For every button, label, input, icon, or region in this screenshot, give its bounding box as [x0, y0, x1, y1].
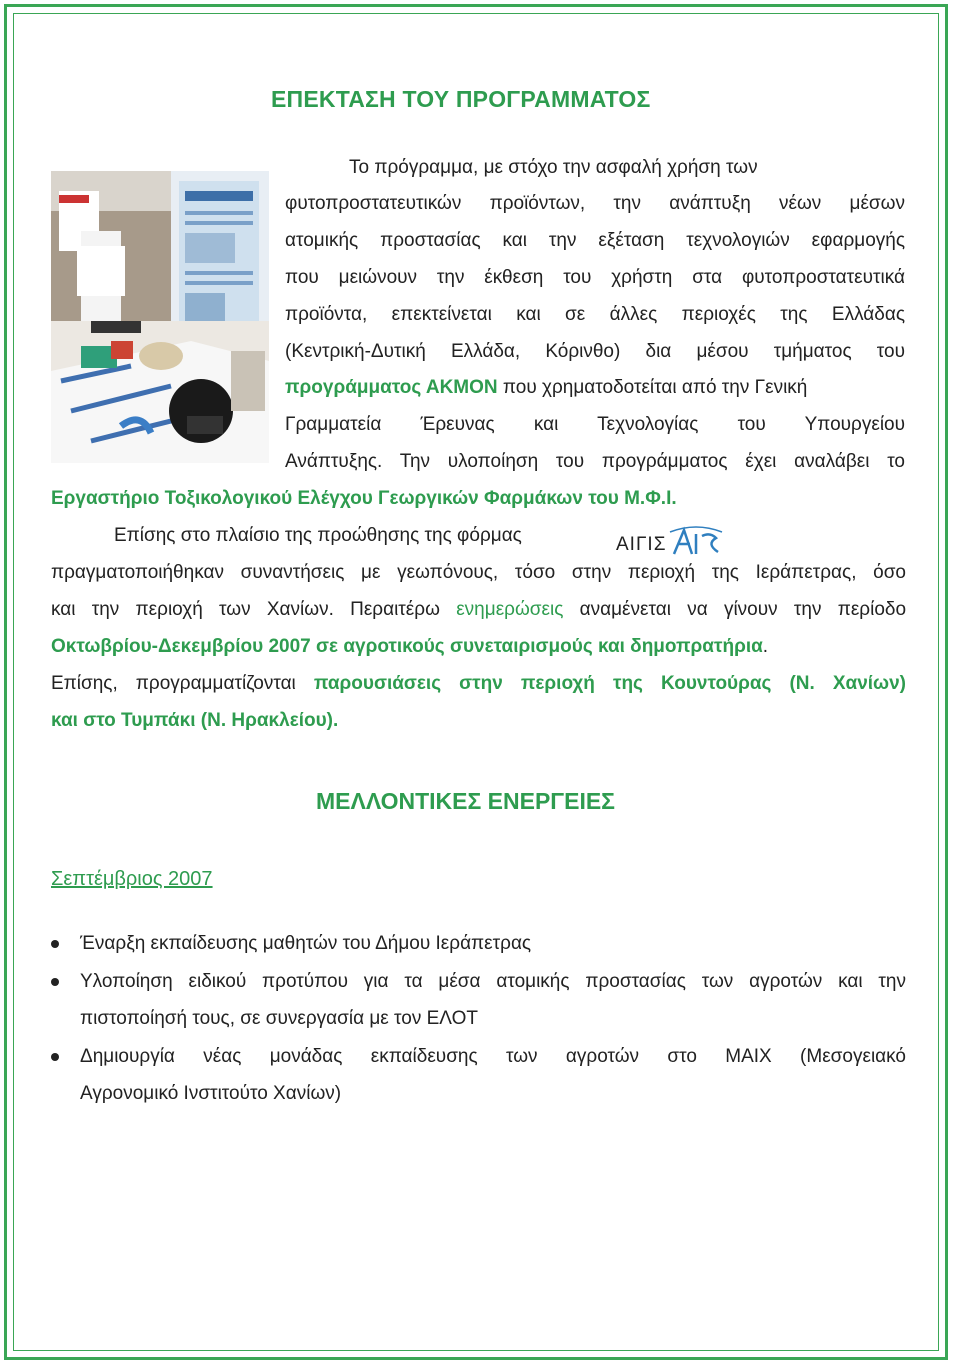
- p2-line-4: [51, 635, 911, 659]
- bullet-item-3-line-1: Δημιουργία νέας μονάδας εκπαίδευσης των αγροτών στο ΜΑΙΧ (Μεσογειακό: [80, 1046, 906, 1067]
- bullet-item-2-line-2: πιστοποίησή τους, σε συνεργασία με τον ΕΛΟΤ: [80, 1008, 478, 1029]
- period-highlight: Οκτωβρίου-Δεκεμβρίου 2007 σε αγροτικούς συνεταιρισμούς και δημοπρατήρια: [51, 636, 763, 657]
- text-line-5: προϊόντα, επεκτείνεται και σε άλλες περιοχές της Ελλάδας: [285, 304, 905, 325]
- presentations-highlight: παρουσιάσεις στην περιοχή της Κουντούρας (Ν. Χανίων): [313, 673, 906, 694]
- p2-line-5-a: Επίσης, προγραμματίζονται: [51, 673, 296, 694]
- bullet-icon: [51, 940, 59, 948]
- bullet-item-2-line-1: Υλοποίηση ειδικού προτύπου για τα μέσα ατομικής προστασίας των αγροτών και την: [80, 971, 906, 992]
- text-line-1: Το πρόγραμμα, με στόχο την ασφαλή χρήση των: [349, 157, 758, 178]
- section-title-expansion: ΕΠΕΚΤΑΣΗ ΤΟΥ ΠΡΟΓΡΑΜΜΑΤΟΣ: [271, 86, 651, 112]
- program-akmon: προγράμματος ΑΚΜΟΝ: [285, 377, 498, 398]
- date-heading: Σεπτέμβριος 2007: [51, 868, 213, 890]
- bullet-item-1: Έναρξη εκπαίδευσης μαθητών του Δήμου Ιεράπετρας: [80, 933, 532, 954]
- p2-line-1: Επίσης στο πλαίσιο της προώθησης της φόρμας: [114, 525, 522, 546]
- exhibition-photo-graphic: [51, 171, 269, 463]
- exhibition-photo: [51, 171, 269, 463]
- bullet-item-3-line-2: Αγρονομικό Ινστιτούτο Χανίων): [80, 1083, 342, 1104]
- text-line-6: (Κεντρική-Δυτική Ελλάδα, Κόρινθο) δια μέσου τμήματος του: [285, 341, 905, 362]
- bullet-icon: [51, 1053, 59, 1061]
- aigis-logo-graphic: [614, 524, 724, 560]
- text-line-4: που μειώνουν την έκθεση του χρήστη στα φυτοπροστατευτικά: [285, 267, 905, 288]
- text-line-2: φυτοπροστατευτικών προϊόντων, την ανάπτυξη νέων μέσων: [285, 193, 905, 214]
- text-line-7-rest: που χρηματοδοτείται από την Γενική: [502, 377, 808, 398]
- p2-line-6: και στο Τυμπάκι (Ν. Ηρακλείου).: [51, 710, 339, 731]
- text-line-7: [285, 376, 905, 400]
- aigis-logo: [614, 524, 724, 560]
- p2-line-2: πραγματοποιήθηκαν συναντήσεις με γεωπόνους, τόσο στην περιοχή της Ιεράπετρας, όσο: [51, 562, 906, 583]
- updates-highlight: ενημερώσεις: [456, 599, 564, 620]
- text-line-8: Γραμματεία Έρευνας και Τεχνολογίας του Υπουργείου: [285, 414, 905, 435]
- lab-name: Εργαστήριο Τοξικολογικού Ελέγχου Γεωργικών Φαρμάκων του Μ.Φ.Ι.: [51, 488, 677, 509]
- p2-line-3-c: αναμένεται να γίνουν την περίοδο: [579, 599, 907, 620]
- p2-line-3-a: και την περιοχή των Χανίων. Περαιτέρω: [51, 599, 440, 620]
- p2-line-4-end: .: [762, 636, 769, 657]
- section-title-future: ΜΕΛΛΟΝΤΙΚΕΣ ΕΝΕΡΓΕΙΕΣ: [316, 788, 615, 814]
- text-line-9: Ανάπτυξης. Την υλοποίηση του προγράμματος έχει αναλάβει το: [285, 451, 905, 472]
- text-line-3: ατομικής προστασίας και την εξέταση τεχνολογιών εφαρμογής: [285, 230, 905, 251]
- p2-line-3: [51, 598, 906, 622]
- bullet-icon: [51, 978, 59, 986]
- p2-line-5: [51, 672, 906, 696]
- aigis-logo-text: ΑΙΓΙΣ: [616, 534, 667, 555]
